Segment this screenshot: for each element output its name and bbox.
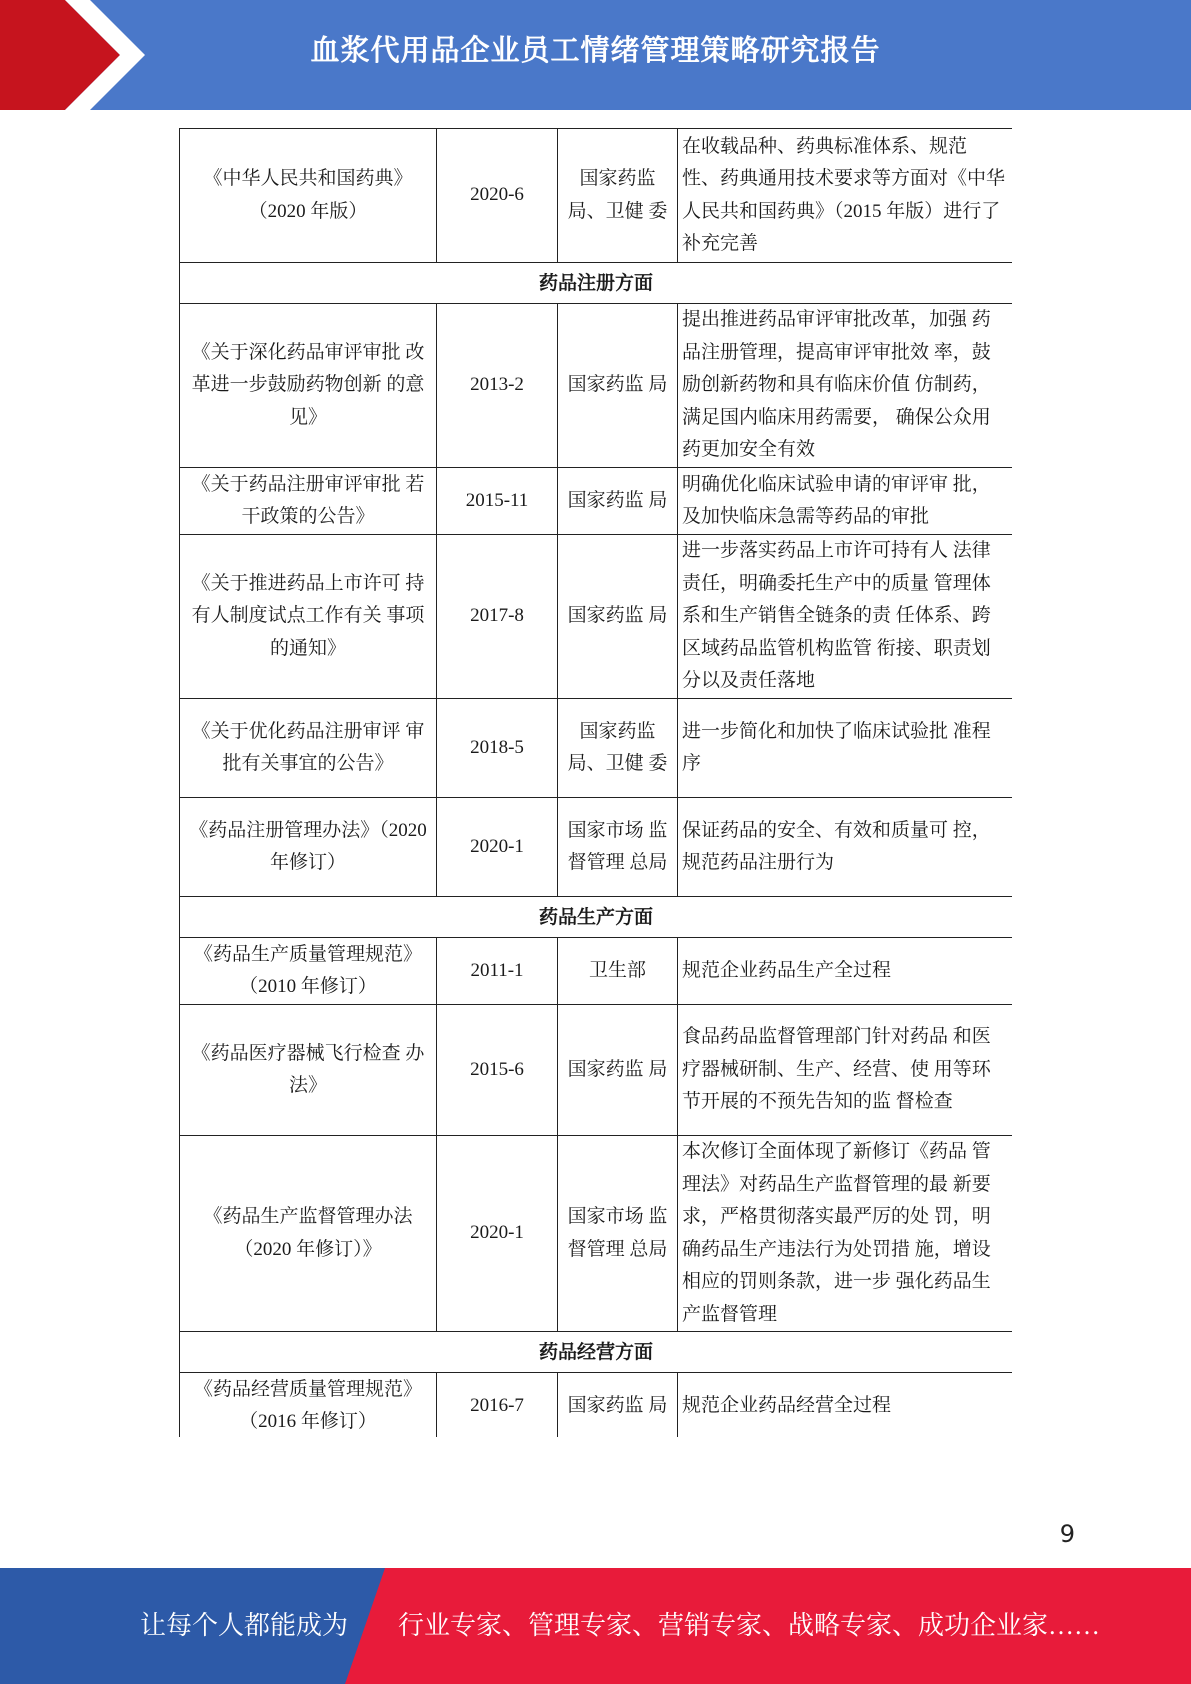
policy-desc: 进一步落实药品上市许可持有人 法律责任，明确委托生产中的质量 管理体系和生产销售全链条的责 任体系、跨区域药品监管机构监管 衔接、职责划分以及责任落地 xyxy=(678,535,1013,699)
policy-name: 《中华人民共和国药典》（2020 年版） xyxy=(180,129,437,263)
policy-name: 《关于深化药品审评审批 改革进一步鼓励药物创新 的意见》 xyxy=(180,304,437,468)
policy-name: 《关于药品注册审评审批 若干政策的公告》 xyxy=(180,468,437,535)
policy-date: 2020-6 xyxy=(437,129,558,263)
page-header xyxy=(0,0,1191,110)
policy-desc: 本次修订全面体现了新修订《药品 管理法》对药品生产监督管理的最 新要求，严格贯彻落实最严厉的处 罚，明确药品生产违法行为处罚措 施，增设相应的罚则条款，进一步 强化药品生产监督管理 xyxy=(678,1136,1013,1332)
footer-slogan-right: 行业专家、管理专家、营销专家、战略专家、成功企业家…… xyxy=(398,1611,1101,1640)
policy-desc: 明确优化临床试验申请的审评审 批，及加快临床急需等药品的审批 xyxy=(678,468,1013,535)
policy-dept: 国家药监 局 xyxy=(558,468,678,535)
table-row xyxy=(180,1136,1013,1332)
table-section-row xyxy=(180,897,1013,938)
policy-date: 2015-6 xyxy=(437,1005,558,1136)
policy-date: 2020-1 xyxy=(437,798,558,897)
page-number: 9 xyxy=(1059,1520,1075,1548)
policy-dept: 国家药监 局 xyxy=(558,1373,678,1438)
policy-date: 2016-7 xyxy=(437,1373,558,1438)
policy-table-container xyxy=(179,128,1012,1437)
table-row xyxy=(180,129,1013,263)
policy-name: 《药品生产监督管理办法（2020 年修订）》 xyxy=(180,1136,437,1332)
report-title: 血浆代用品企业员工情绪管理策略研究报告 xyxy=(310,33,881,67)
table-row xyxy=(180,1005,1013,1136)
footer-slogan-left: 让每个人都能成为 xyxy=(140,1611,349,1640)
table-row xyxy=(180,468,1013,535)
policy-dept: 卫生部 xyxy=(558,938,678,1005)
table-row xyxy=(180,699,1013,798)
section-title: 药品注册方面 xyxy=(180,263,1013,304)
policy-date: 2011-1 xyxy=(437,938,558,1005)
table-section-row xyxy=(180,263,1013,304)
policy-dept: 国家药监 局 xyxy=(558,535,678,699)
table-row xyxy=(180,304,1013,468)
page-footer xyxy=(0,1568,1191,1684)
policy-desc: 食品药品监督管理部门针对药品 和医疗器械研制、生产、经营、使 用等环节开展的不预先告知的监 督检查 xyxy=(678,1005,1013,1136)
table-section-row xyxy=(180,1332,1013,1373)
policy-desc: 规范企业药品生产全过程 xyxy=(678,938,1013,1005)
policy-date: 2018-5 xyxy=(437,699,558,798)
policy-dept: 国家药监局、卫健 委 xyxy=(558,129,678,263)
policy-date: 2013-2 xyxy=(437,304,558,468)
policy-dept: 国家药监局、卫健 委 xyxy=(558,699,678,798)
policy-date: 2015-11 xyxy=(437,468,558,535)
policy-desc: 进一步简化和加快了临床试验批 准程序 xyxy=(678,699,1013,798)
policy-date: 2020-1 xyxy=(437,1136,558,1332)
policy-dept: 国家药监 局 xyxy=(558,1005,678,1136)
policy-name: 《药品生产质量管理规范》（2010 年修订） xyxy=(180,938,437,1005)
policy-desc: 提出推进药品审评审批改革，加强 药品注册管理，提高审评审批效 率，鼓励创新药物和具有临床价值 仿制药，满足国内临床用药需要， 确保公众用药更加安全有效 xyxy=(678,304,1013,468)
section-title: 药品经营方面 xyxy=(180,1332,1013,1373)
policy-desc: 在收载品种、药典标准体系、规范 性、药典通用技术要求等方面对《中华人民共和国药典》（2015 年版）进行了补充完善 xyxy=(678,129,1013,263)
policy-name: 《关于优化药品注册审评 审批有关事宜的公告》 xyxy=(180,699,437,798)
policy-name: 《药品医疗器械飞行检查 办法》 xyxy=(180,1005,437,1136)
policy-dept: 国家市场 监督管理 总局 xyxy=(558,1136,678,1332)
policy-desc: 规范企业药品经营全过程 xyxy=(678,1373,1013,1438)
policy-name: 《药品注册管理办法》（2020 年修订） xyxy=(180,798,437,897)
policy-dept: 国家市场 监督管理 总局 xyxy=(558,798,678,897)
policy-desc: 保证药品的安全、有效和质量可 控，规范药品注册行为 xyxy=(678,798,1013,897)
section-title: 药品生产方面 xyxy=(180,897,1013,938)
table-row xyxy=(180,798,1013,897)
policy-name: 《药品经营质量管理规范》（2016 年修订） xyxy=(180,1373,437,1438)
policy-table xyxy=(179,128,1012,1437)
table-row xyxy=(180,535,1013,699)
policy-name: 《关于推进药品上市许可 持有人制度试点工作有关 事项的通知》 xyxy=(180,535,437,699)
policy-date: 2017-8 xyxy=(437,535,558,699)
table-row xyxy=(180,1373,1013,1438)
table-row xyxy=(180,938,1013,1005)
policy-dept: 国家药监 局 xyxy=(558,304,678,468)
